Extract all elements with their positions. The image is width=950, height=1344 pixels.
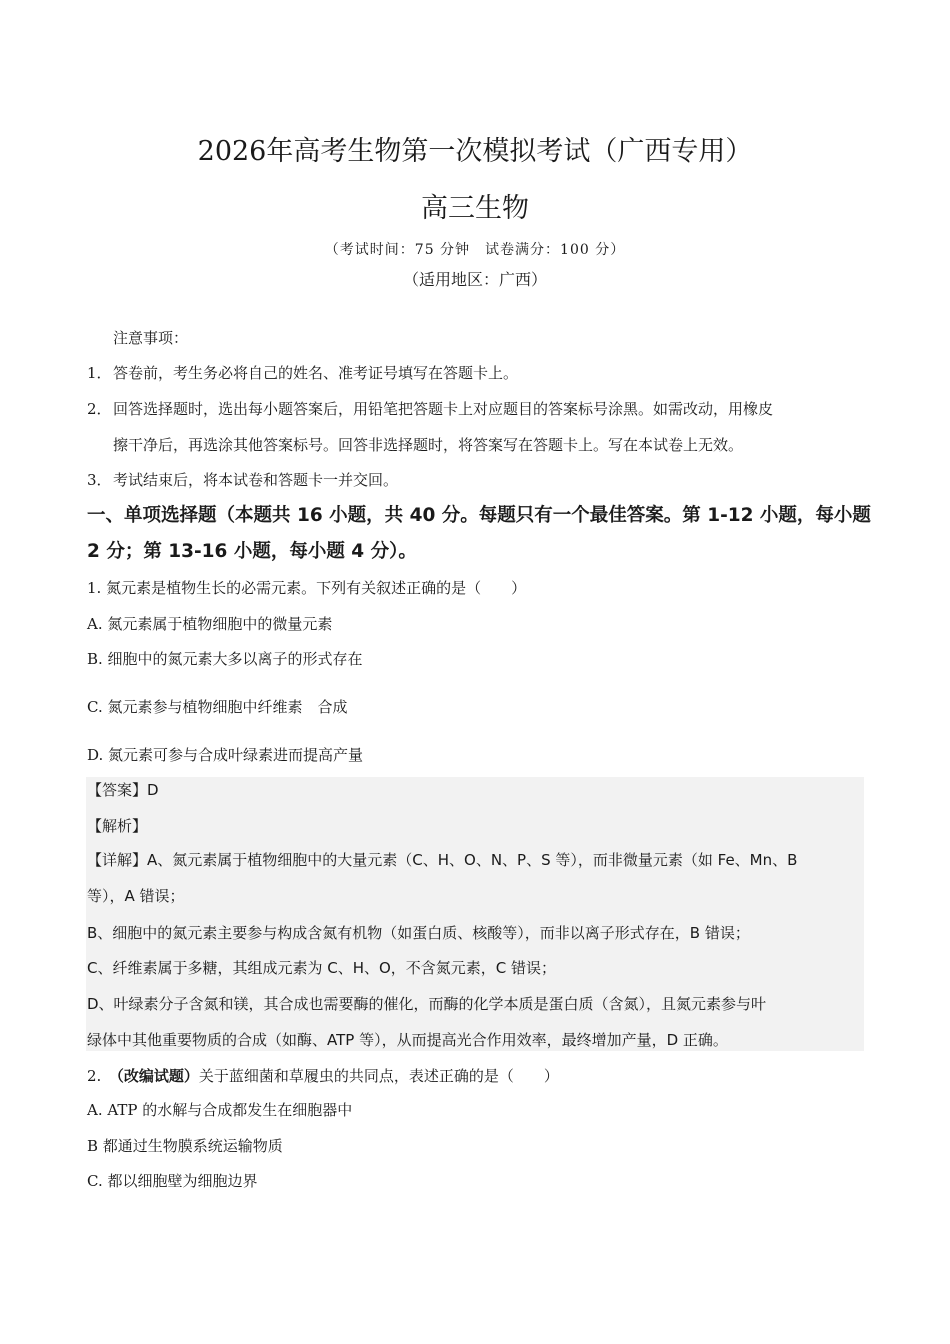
question-2-option-a: A. ATP 的水解与合成都发生在细胞器中 xyxy=(87,1101,353,1119)
question-1-detail-line6: 绿体中其他重要物质的合成（如酶、ATP 等），从而提高光合作用效率，最终增加产量，D 正确。 xyxy=(87,1031,728,1049)
question-1-option-d: D. 氮元素可参与合成叶绿素进而提高产量 xyxy=(87,746,364,764)
notice-item-3-text: 考试结束后，将本试卷和答题卡一并交回。 xyxy=(113,471,399,489)
exam-subtitle: 高三生物 xyxy=(421,193,529,224)
question-1-detail-line4: C、纤维素属于多糖，其组成元素为 C、H、O，不含氮元素，C 错误； xyxy=(87,959,557,977)
question-1-answer: 【答案】D xyxy=(87,781,159,799)
question-1-analysis-label: 【解析】 xyxy=(87,817,148,835)
question-1-detail-line1: 【详解】A、氮元素属于植物细胞中的大量元素（C、H、O、N、P、S 等），而非微量元素（如 Fe、Mn、B xyxy=(87,851,798,869)
question-1-option-b: B. 细胞中的氮元素大多以离子的形式存在 xyxy=(87,650,363,668)
question-1-detail-line5: D、叶绿素分子含氮和镁，其合成也需要酶的催化，而酶的化学本质是蛋白质（含氮），且氮元素参与叶 xyxy=(87,995,767,1013)
question-1-option-a: A. 氮元素属于植物细胞中的微量元素 xyxy=(87,615,333,633)
question-2-stem: 关于蓝细菌和草履虫的共同点，表述正确的是（ ） xyxy=(198,1067,559,1085)
question-1-option-c: C. 氮元素参与植物细胞中纤维素 合成 xyxy=(87,698,348,716)
question-1-detail-line2: 等），A 错误； xyxy=(87,887,185,905)
question-2-number: 2. xyxy=(87,1067,117,1085)
exam-time-info: （考试时间：75 分钟 试卷满分：100 分） xyxy=(324,242,626,258)
question-1-detail-line3: B、细胞中的氮元素主要参与构成含氮有机物（如蛋白质、核酸等），而非以离子形式存在，B 错误； xyxy=(87,924,750,942)
question-2-stem-row xyxy=(87,1065,559,1087)
notice-item-2-text-line1: 回答选择题时，选出每小题答案后，用铅笔把答题卡上对应题目的答案标号涂黑。如需改动，用橡皮 xyxy=(113,400,774,418)
question-2-option-c: C. 都以细胞壁为细胞边界 xyxy=(87,1172,258,1190)
exam-title: 2026年高考生物第一次模拟考试（广西专用） xyxy=(197,136,753,167)
notice-heading: 注意事项： xyxy=(113,329,189,347)
section-heading-line2: 2 分；第 13-16 小题，每小题 4 分）。 xyxy=(87,541,417,562)
section-heading-line1: 一、单项选择题（本题共 16 小题，共 40 分。每题只有一个最佳答案。第 1-12 小题，每小题 xyxy=(87,505,871,526)
notice-item-1-number: 1． xyxy=(87,364,112,382)
applicable-region: （适用地区：广西） xyxy=(402,270,547,289)
question-1-stem: 1. 氮元素是植物生长的必需元素。下列有关叙述正确的是（ ） xyxy=(87,579,527,597)
notice-item-2-number: 2． xyxy=(87,400,112,418)
question-2-option-b: B 都通过生物膜系统运输物质 xyxy=(87,1137,283,1155)
notice-item-3-number: 3． xyxy=(87,471,112,489)
notice-item-1-text: 答卷前，考生务必将自己的姓名、准考证号填写在答题卡上。 xyxy=(113,364,519,382)
notice-item-2-text-line2: 擦干净后，再选涂其他答案标号。回答非选择题时，将答案写在答题卡上。写在本试卷上无效。 xyxy=(113,436,744,454)
question-2-tag: （改编试题） xyxy=(116,1067,199,1085)
